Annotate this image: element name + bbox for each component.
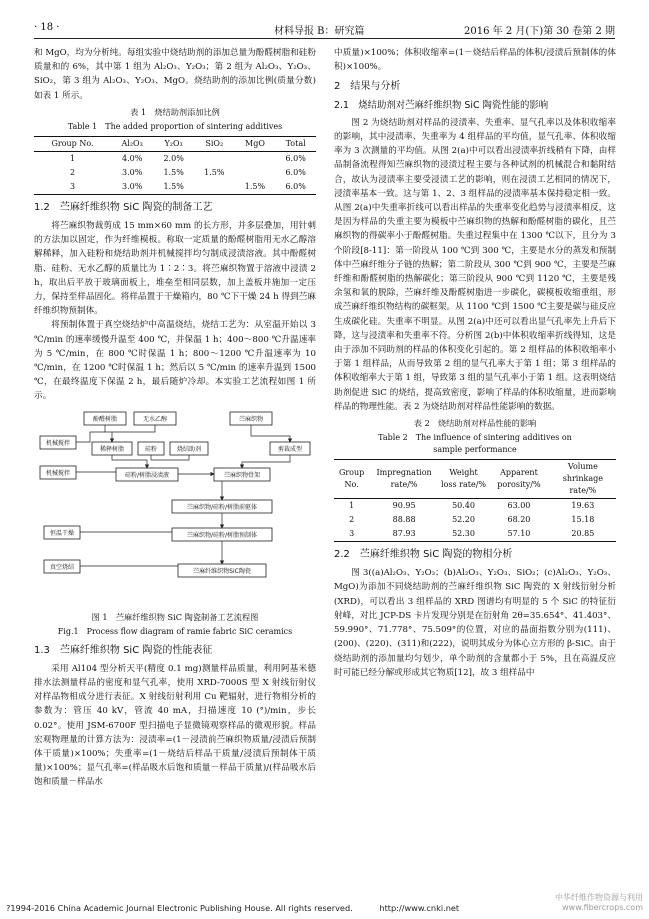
watermark (555, 893, 643, 913)
table-header: Apparent porosity/% (488, 460, 550, 499)
section-1-2-paragraph-2: 将预制体置于真空烧结炉中高温烧结，烧结工艺为：从室温开始以 3 ℃/min 的速率缓慢升温至 400 ℃，并保温 1 h；400～800 ℃升温速率为 5 ℃/min，在 800 ℃时保温 1 h；800～1200 ℃升温速率为 10 ℃/min，在 1200 ℃时保温 1 h；然后以 5 ℃/min 的速率升温到 1500 ℃，在最终温度下保温 2 h，最后随炉冷却。本实验工艺流程如图 1 所示。 (34, 320, 316, 402)
table-cell: 6.0% (275, 180, 316, 195)
table-cell: 1.5% (163, 167, 184, 177)
flow-label-product: 苎麻纤维织物SiC陶瓷 (193, 567, 251, 575)
table-cell: 20.85 (550, 527, 616, 542)
left-column (34, 46, 316, 790)
table2-caption-en-line1: Table 2 The influence of sintering additives on (378, 433, 572, 443)
table-cell: 57.10 (488, 527, 550, 542)
cnki-link[interactable]: http://www.cnki.net (379, 903, 460, 913)
table-cell: 3.0% (111, 180, 153, 195)
table-cell: 4.0% (122, 153, 143, 163)
flow-label-impreg: 苎麻织物/硅粉/树脂前驱体 (186, 503, 258, 511)
page-number: · 18 · (34, 22, 60, 33)
table-row (34, 180, 316, 195)
section-1-2-paragraph-1: 将苎麻织物裁剪成 15 mm×60 mm 的长方形，并多层叠加，用针刺的方法加以固定，作为纤维模板。称取一定质量的酚醛树脂用无水乙醇溶解稀释，加入硅粉和烧结助剂并机械搅拌均匀制成浸渍溶液。其中酚醛树脂、硅粉、无水乙醇的质量比为 1∶2∶3。将苎麻织物置于溶液中浸渍 2 h，取出后平放于玻璃面板上，堆垒至相同层数，加上盖板并施加一定压力，保持至样品固化。将样品置于干燥箱内，80 ℃下干燥 24 h 得到苎麻纤维织物预制体。 (34, 221, 316, 317)
table-cell: 1.5% (235, 180, 276, 195)
watermark-url: www.fibercrops.com (562, 903, 643, 912)
table-cell (194, 180, 235, 195)
table-row (334, 513, 616, 527)
table-header: Y₂O₃ (153, 136, 194, 151)
table-cell: 63.00 (507, 501, 531, 511)
flow-label-diluted: 稀释树脂 (99, 445, 125, 453)
table-row (334, 527, 616, 542)
journal-name: 材料导报 B：研究篇 (274, 26, 365, 37)
section-1-2-title: 1.2 苎麻纤维织物 SiC 陶瓷的制备工艺 (34, 201, 213, 213)
page-footer (6, 893, 643, 913)
flow-label-silicon: 硅粉 (144, 445, 158, 453)
continued-paragraph: 中质量)×100%；体积收缩率=(1－烧结后样品的体积/浸渍后预制体的体积)×100%。 (334, 48, 616, 73)
table-header: MgO (235, 136, 276, 151)
figure1-caption-cn: 图 1 苎麻纤维织物 SiC 陶瓷制备工艺流程图 (91, 611, 259, 622)
section-2-1-title: 2.1 烧结助剂对苎麻纤维织物 SiC 陶瓷性能的影响 (334, 99, 549, 111)
table-cell: 1.5% (204, 167, 225, 177)
table-header: Total (275, 136, 316, 151)
right-column (334, 46, 616, 680)
table1-caption-cn: 表 1 烧结助剂添加比例 (130, 106, 220, 117)
flow-label-ethanol: 无水乙醇 (142, 415, 168, 423)
table1 (34, 136, 316, 195)
table-cell: 6.0% (285, 167, 306, 177)
table-cell: 3 (334, 527, 369, 542)
table-cell: 1.5% (153, 180, 194, 195)
table-header: Al₂O₃ (111, 136, 153, 151)
section-2-2-title: 2.2 苎麻纤维织物 SiC 陶瓷的物相分析 (334, 549, 513, 561)
flow-label-mech1: 机械搅拌 (45, 439, 71, 447)
flow-label-ramie: 苎麻织物 (238, 415, 264, 423)
table-header: Group No. (334, 460, 369, 499)
flow-label-slurry: 硅粉/树脂浸渍液 (124, 471, 170, 479)
flow-label-vac: 真空烧结 (49, 563, 75, 571)
table-cell: 50.40 (452, 501, 475, 511)
flow-label-skeleton: 苎麻织物骨架 (223, 471, 261, 479)
section-2-1-paragraph-1: 图 2 为烧结助剂对样品的浸渍率、失重率、显气孔率以及体积收缩率的影响，其中浸渍率、失重率为 4 组样品的平均值，显气孔率、体积收缩率为 3 次测量的平均值。从图 2(a)中可以看出浸渍率折线稍有下降，由样品制备流程得知苎麻织物的浸渍过程主要与各种试剂的机械混合和黏附结合，故认为浸渍率主要受浸渍工艺的影响，则在浸渍工艺相同的情况下，浸渍率基本一致。这与第 1、2、3 组样品的浸渍率基本保持稳定相一致。从图 2(a)中失重率折线可以看出样品的失重率变化趋势与浸渍率相反，这是因为样品的失重主要为模板中苎麻织物的热解和酚醛树脂的碳化，且苎麻织物的得碳率小于酚醛树脂。失重过程集中在 1300 ℃以下，且分为 3 个阶段[8-11]：第一阶段从 100 ℃到 300 ℃，主要是水分的蒸发和预制体中苎麻纤维分子链的热解；第二阶段从 300 ℃到 900 ℃，主要是苎麻纤维和酚醛树脂的热解碳化；第三阶段从 900 ℃到 1120 ℃，主要是残余氢和氧的脱除，苎麻纤维及酚醛树脂进一步碳化，碳模板收缩重组，形成苎麻纤维织物结构的碳框架。从 1100 ℃到 1500 ℃主要是碳与硅反应生成碳化硅。失重率不明显。从图 2(a)中还可以看出显气孔率先上升后下降，这与浸渍率和失重率不符。分析图 2(b)中体积收缩率折线得知，这是由于添加不同助剂的样品的体积变化引起的。第 2 组样品的体积收缩率小于第 1 组样品，从而导致第 2 组的显气孔率大于第 1 组；第 3 组样品的体积收缩率大于第 1 组，导致第 3 组的显气孔率小于第 1 组。这表明烧结助剂促进 SiC 的烧结，提高致密度，影响了样品的体积收缩量，进而影响样品的物理性能。表 2 为烧结助剂对样品性能影响的数据。 (334, 117, 617, 412)
section-2-title: 2 结果与分析 (334, 81, 401, 93)
table2-caption-en-line2: sample performance (433, 445, 517, 455)
flow-label-preform: 苎麻织物/硅粉/树脂预制体 (186, 531, 258, 539)
table-row (34, 151, 316, 166)
table-cell (235, 166, 276, 180)
table-header: Volume shrinkage rate/% (550, 460, 616, 499)
section-1-3-title: 1.3 苎麻纤维织物 SiC 陶瓷的性能表征 (34, 644, 213, 656)
table2 (334, 459, 616, 542)
table-row (334, 499, 616, 514)
table-cell: 88.88 (392, 515, 416, 525)
table-cell: 2 (69, 167, 76, 177)
flow-label-phenolic: 酚醛树脂 (92, 415, 118, 423)
table-cell: 68.20 (507, 515, 531, 525)
watermark-text-cn: 中华纤维作物资源与利用 (555, 893, 643, 902)
table-header: SiO₂ (194, 136, 235, 151)
table-header: Group No. (34, 136, 111, 151)
intro-paragraph: 和 MgO，均为分析纯。每组实验中烧结助剂的添加总量为酚醛树脂和硅粉质量和的 6%，其中第 1 组为 Al₂O₃、Y₂O₃；第 2 组为 Al₂O₃、Y₂O₃、SiO₂，第 3 组为 Al₂O₃、Y₂O₃、MgO。烧结助剂的添加比例(质量分数)如表 1 所示。 (34, 48, 316, 101)
issue-info: 2016 年 2 月(下)第 30 卷第 2 期 (464, 26, 615, 37)
section-1-3-paragraph-1: 采用 Al104 型分析天平(精度 0.1 mg)测量样品质量，利用阿基米德排水法测量样品的密度和显气孔率，使用 XRD-7000S 型 X 射线衍射仪对样品物相成分进行表征。X 射线衍射利用 Cu 靶辐射，进行物相分析的参数为：管压 40 kV，管流 40 mA，扫描速度 10 (°)/min，步长 0.02°。使用 JSM-6700F 型扫描电子显微镜观察样品的微观形貌。样品宏观物理量的计算方法为：浸渍率=(1－浸渍前苎麻织物质量/浸渍后预制体干质量)×100%；失重率=(1－烧结后样品干质量/浸渍后预制体干质量)×100%；显气孔率=(样品吸水后饱和质量－样品干质量)/(样品吸水后饱和质量－样品水 (34, 663, 316, 788)
table1-caption-en: Table 1 The added proportion of sintering additives (67, 121, 283, 131)
process-flow-diagram (34, 408, 316, 608)
table-cell: 52.30 (439, 527, 488, 542)
flow-label-mech2: 机械搅拌 (45, 469, 71, 477)
table-cell: 2 (349, 515, 355, 525)
flow-label-cut: 剪裁成型 (277, 445, 303, 453)
table-cell: 3 (34, 180, 111, 195)
table2-caption-cn: 表 2 烧结助剂对样品性能的影响 (413, 418, 537, 429)
table-cell: 90.95 (392, 501, 416, 511)
table-cell: 19.63 (571, 501, 595, 511)
running-header (34, 22, 615, 38)
table-row (34, 166, 316, 180)
table-cell: 15.18 (571, 515, 595, 525)
table-cell: 1 (69, 153, 76, 163)
table-cell: 87.93 (369, 527, 439, 542)
table-header: Weight loss rate/% (439, 460, 488, 499)
table-cell: 2.0% (163, 153, 184, 163)
figure1-caption-en: Fig.1 Process flow diagram of ramie fabric SiC ceramics (57, 626, 293, 636)
table-cell (235, 151, 276, 166)
table-cell: 52.20 (452, 515, 475, 525)
section-2-2-paragraph-1: 图 3((a)Al₂O₃、Y₂O₃；(b)Al₂O₃、Y₂O₃、SiO₂；(c)Al₂O₃、Y₂O₃、MgO)为添加不同烧结助剂的苎麻纤维织物 SiC 陶瓷的 X 射线衍射分析(XRD)，可以看出 3 组样品的 XRD 图谱均有明显的 5 个 SiC 的特征衍射峰，对比 JCP-DS 卡片发现分别是在衍射角 2θ=35.654°、41.403°、59.990°、71.778°、75.509°的位置，对应的晶面指数分别为(111)、(200)、(220)、(311)和(222)，说明其成分为体心立方形的 β-SiC。由于烧结助剂的添加量均匀划少，单个助剂的含量都小于 5%，且在高温反应时可能已经分解或形成其它物质[12]，故 3 组样品中 (334, 568, 616, 678)
flow-label-additive: 烧结助剂 (176, 445, 202, 453)
table-cell: 6.0% (285, 153, 306, 163)
header-rule (34, 38, 615, 39)
table-header: Impregnation rate/% (369, 460, 439, 499)
copyright-text: ?1994-2016 China Academic Journal Electronic Publishing House. All rights reserved. (6, 903, 353, 913)
table-cell: 1 (349, 501, 355, 511)
flow-label-cure: 恒温干燥 (49, 529, 75, 537)
table-cell: 3.0% (122, 167, 143, 177)
table-cell (194, 151, 235, 166)
